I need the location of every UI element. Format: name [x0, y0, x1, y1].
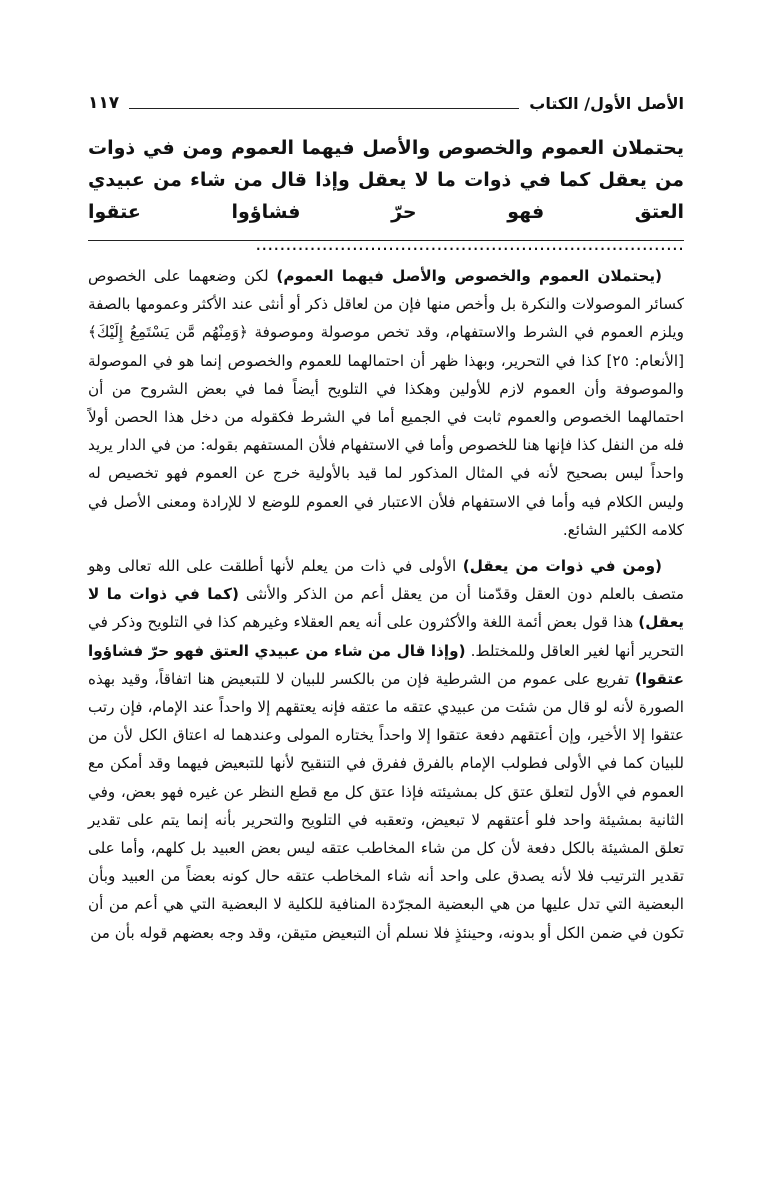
- commentary-text: الأولى في ذات من يعلم لأنها أطلقت على الله تعالى وهو متصف بالعلم دون العقل وقدّمنا أن من يعقل أعم من الذكر والأنثى: [88, 557, 684, 604]
- main-text-dots: .......................................................................: [255, 233, 684, 255]
- header-title: الأصل الأول/ الكتاب: [529, 93, 684, 113]
- quoted-lemma: (كما في ذوات ما لا يعقل): [88, 585, 684, 632]
- commentary: [88, 262, 684, 955]
- quoted-lemma: (ومن في ذوات من يعقل): [462, 557, 662, 576]
- page-number: ١١٧: [88, 93, 120, 113]
- commentary-text: لكن وضعهما على الخصوص كسائر الموصولات والنكرة بل وأخص منها فإن من لعاقل ذكر أو أنثى عند الأكثر وعمومها بالصفة ويلزم العموم في الشرط والاستفهام، وقد تخص موصولة وموصوفة ﴿وَمِنْهُم مَّن يَسْتَمِعُ إِلَيْكَ﴾ [الأنعام: ٢٥] كذا في التحرير، وبهذا ظهر أن احتمالهما للعموم والخصوص إنما هو في الموصولة والموصوفة وأن العموم لازم للأولين وهكذا في التلويح أيضاً فما في بعض الشروح من أن احتمالهما الخصوص والعموم ثابت في الجميع أما في الشرط فكقوله من دخل هذا الحصن أولاً فله من النفل كذا فإنها هنا للخصوص وأما في الاستفهام فلأن المستفهم بقوله: من في الدار يريد واحداً ليس بصحيح لأنه في المثال المذكور لما قيد بالأولية خرج عن العموم فهو تخصيص له وليس الكلام فيه وأما في الاستفهام فلأن الاعتبار في العموم للوضع لا للإرادة ومعنى الأصل في كلامه الكثير الشائع.: [88, 267, 684, 539]
- commentary-paragraph-2: [88, 552, 684, 947]
- quoted-lemma: (وإذا قال من شاء من عبيدي العتق فهو حرّ فشاؤوا عتقوا): [88, 641, 684, 688]
- commentary-text: هذا قول بعض أئمة اللغة والأكثرون على أنه يعم العقلاء وغيرهم كذا في التلويح وذكر في التحرير أنها لغير العاقل وللمختلط.: [88, 613, 685, 660]
- commentary-paragraph-1: [88, 262, 684, 544]
- quoted-lemma: (يحتملان العموم والخصوص والأصل فيهما العموم): [276, 267, 662, 285]
- running-header: [88, 92, 684, 114]
- main-text-body: يحتملان العموم والخصوص والأصل فيهما العموم ومن في ذوات من يعقل كما في ذوات ما لا يعقل وإذا قال من شاء من عبيدي العتق فهو حرّ فشاؤوا عتقوا: [88, 137, 684, 223]
- section-divider: [88, 240, 684, 241]
- header-rule: [129, 107, 519, 109]
- commentary-text: تفريع على عموم من الشرطية فإن من بالكسر للبيان لا للتبعيض هنا اتفاقاً، وقيد بهذه الصورة لأنه لو قال من شئت من عبيدي عتقه ما عتقه فإنه يعتقهم إلا واحداً عند الإمام، فإن رتب عتقوا إلا الأخير، وإن أعتقهم دفعة عتقوا إلا واحداً يختاره المولى وعندهما له اعتاق الكل لأن من للبيان كما في الأولى فطولب الإمام بالفرق ففرق في التنقيح لأنها للتبعيض فيهما وقد أمكن مع العموم في الأول لتعلق عتق كل بمشيئته فإذا عتق كل مع قطع النظر عن غيره فهو بعض، وفي الثانية بمشيئة واحد فلو أعتقهم لا تبعيض، وتعقبه في التلويح والتحرير بأنه إنما يتم على تقدير تعلق المشيئة بالكل دفعة لأن كل من شاء المخاطب عتقه ليس بعض العبيد بل كلهم، وأما على تقدير الترتيب فلا لأنه يصدق على واحد أنه شاء المخاطب عتقه حال كونه بعضاً من العبيد وبأن البعضية التي تدل عليها من هي البعضية المجرّدة المنافية للكلية لا البعضية التي هي أعم من أن تكون في ضمن الكل أو بدونه، وحينئذٍ فلا نسلم أن التبعيض متيقن، وقد وجه بعضهم قوله بأن من: [88, 669, 684, 942]
